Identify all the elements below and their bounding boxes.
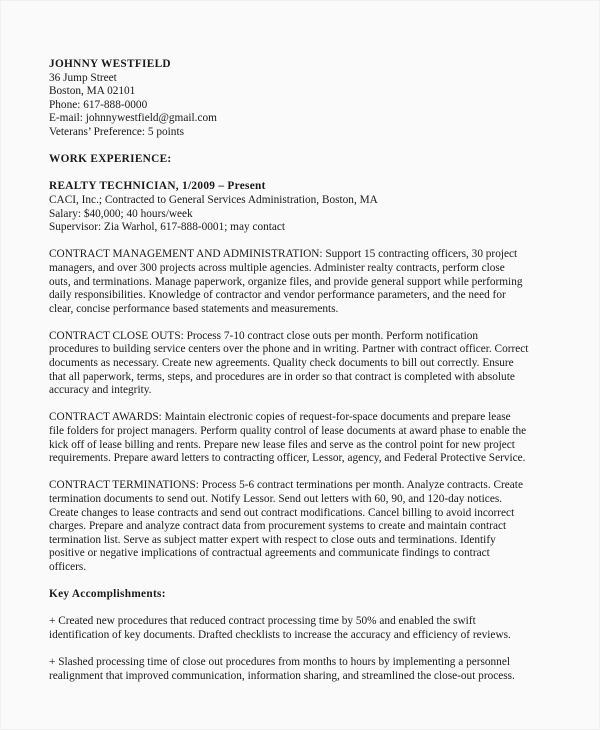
duty-contract-awards — [49, 411, 569, 465]
paragraph-line: documents as necessary. Create new agreements. Quality check documents to bill out correctly. Ensure — [49, 357, 514, 370]
spacer — [49, 167, 569, 181]
paragraph-line: CONTRACT MANAGEMENT AND ADMINISTRATION: Support 15 contracting officers, 30 project — [49, 248, 518, 261]
contact-header — [49, 58, 569, 140]
paragraph-line: outs, and terminations. Manage paperwork, organize files, and provide general support while performing — [49, 275, 523, 288]
paragraph-line: realignment that improved communication, information sharing, and streamlined the close-out process. — [49, 669, 515, 682]
spacer — [49, 316, 569, 330]
email: E-mail: johnnywestfield@gmail.com — [49, 112, 217, 125]
paragraph-line: CONTRACT CLOSE OUTS: Process 7-10 contract close outs per month. Perform notification — [49, 329, 479, 342]
accomplishment-item — [49, 656, 569, 683]
paragraph-line: + Created new procedures that reduced contract processing time by 50% and enabled the swift — [49, 615, 476, 628]
duty-contract-terminations — [49, 479, 569, 574]
spacer — [49, 398, 569, 412]
duty-contract-management — [49, 248, 569, 316]
address-line-1: 36 Jump Street — [49, 71, 117, 84]
spacer — [49, 643, 569, 657]
address-line-2: Boston, MA 02101 — [49, 85, 136, 98]
paragraph-line: identification of key documents. Drafted checklists to increase the accuracy and efficiency of reviews. — [49, 628, 511, 641]
paragraph-line: CONTRACT TERMINATIONS: Process 5-6 contract terminations per month. Analyze contracts. Create — [49, 479, 523, 492]
paragraph-line: managers, and over 300 projects across multiple agencies. Administer realty contracts, perform close — [49, 261, 505, 274]
paragraph-line: file folders for project managers. Perform quality control of lease documents at award phase to enable the — [49, 425, 527, 438]
paragraph-line: termination list. Serve as subject matter expert with respect to close outs and terminations. Identify — [49, 533, 496, 546]
accomplishment-item — [49, 615, 569, 642]
spacer — [49, 466, 569, 480]
candidate-name: JOHNNY WESTFIELD — [49, 58, 171, 70]
paragraph-line: termination documents to send out. Notify Lessor. Send out letters with 60, 90, and 120-day notices. — [49, 493, 503, 505]
paragraph-line: kick off of lease billing and rents. Prepare new lease files and serve as the control point for new project — [49, 438, 515, 451]
job-supervisor: Supervisor: Zia Warhol, 617-888-0001; may contact — [49, 221, 286, 234]
spacer — [49, 602, 569, 616]
job-salary: Salary: $40,000; 40 hours/week — [49, 207, 193, 220]
paragraph-line: daily responsibilities. Knowledge of contractor and vendor performance parameters, and the need for — [49, 289, 506, 302]
paragraph-line: + Slashed processing time of close out procedures from months to hours by implementing a personnel — [49, 656, 510, 669]
paragraph-line: charges. Prepare and analyze contract data from procurement systems to create and maintain contract — [49, 520, 507, 533]
job-employer: CACI, Inc.; Contracted to General Services Administration, Boston, MA — [49, 193, 378, 206]
paragraph-line: clear, concise performance based statements and measurements. — [49, 302, 339, 315]
paragraph-line: procedures to building service centers over the phone and in writing. Partner with contract officer. Correct — [49, 343, 529, 356]
resume-content — [49, 58, 569, 683]
spacer — [49, 575, 569, 589]
paragraph-line: accuracy and integrity. — [49, 384, 152, 397]
paragraph-line: requirements. Prepare award letters to contracting officer, Lessor, agency, and Federal Protective Service. — [49, 452, 526, 465]
veterans-preference: Veterans’ Preference: 5 points — [49, 125, 184, 138]
phone: Phone: 617-888-0000 — [49, 98, 148, 111]
paragraph-line: CONTRACT AWARDS: Maintain electronic copies of request-for-space documents and prepare lease — [49, 411, 511, 424]
key-accomplishments-heading: Key Accomplishments: — [49, 588, 166, 601]
paragraph-line: officers. — [49, 560, 87, 573]
job-entry — [49, 180, 569, 234]
spacer — [49, 235, 569, 249]
paragraph-line: Create changes to lease contracts and send out contract modifications. Cancel billing to avoid incorrect — [49, 506, 515, 519]
job-title: REALTY TECHNICIAN, 1/2009 – Present — [49, 180, 266, 193]
spacer — [49, 140, 569, 154]
paragraph-line: that all paperwork, terms, steps, and procedures are in order so that contract is completed with absolute — [49, 370, 515, 383]
paragraph-line: positive or negative implications of contractual agreements and communicate findings to contract — [49, 547, 490, 560]
work-experience-heading: WORK EXPERIENCE: — [49, 153, 172, 166]
duty-contract-close-outs — [49, 330, 569, 398]
